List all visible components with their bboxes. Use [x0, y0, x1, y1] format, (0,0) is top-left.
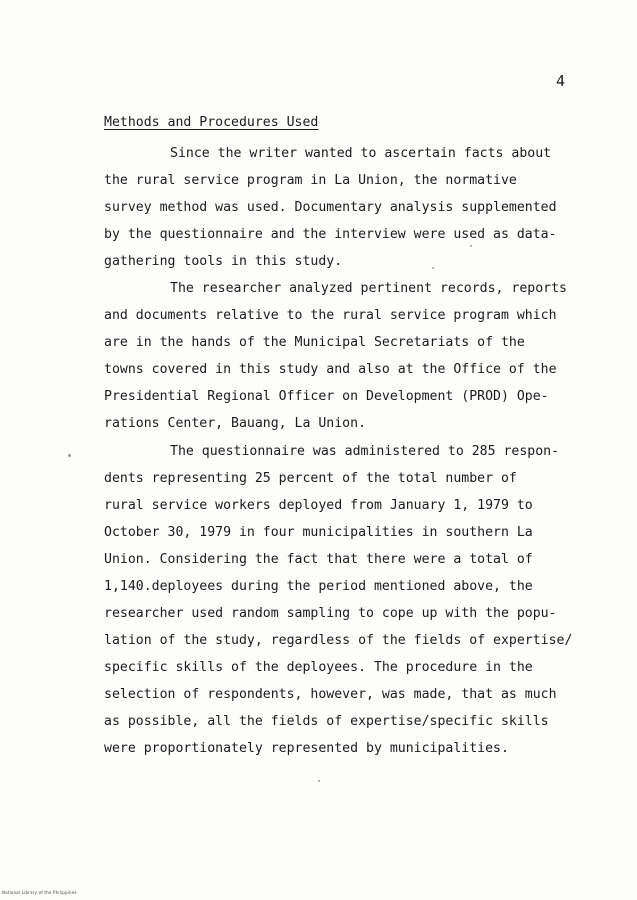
paragraph-3-line-6: 1,140.deployees during the period mentioned above, the	[104, 578, 533, 594]
scan-speck	[432, 267, 434, 269]
paragraph-1-line-2: the rural service program in La Union, the normative	[104, 173, 517, 189]
paragraph-3-line-9: specific skills of the deployees. The procedure in the	[104, 659, 533, 675]
paragraph-3-line-8: lation of the study, regardless of the fields of expertise/	[104, 632, 573, 648]
paragraph-1-line-5: gathering tools in this study.	[104, 254, 343, 270]
paragraph-3-line-5: Union. Considering the fact that there were a total of	[104, 551, 533, 567]
body-text	[104, 140, 574, 762]
paragraph-2-line-2: and documents relative to the rural service program which	[104, 308, 557, 324]
scan-speck	[68, 454, 71, 457]
paragraph-3-line-2: dents representing 25 percent of the total number of	[104, 470, 517, 486]
paragraph-1-line-1: Since the writer wanted to ascertain facts about	[170, 146, 552, 161]
scan-speck	[470, 245, 472, 247]
archive-footer: National Library of the Philippines	[2, 890, 77, 895]
paragraph-2-line-4: towns covered in this study and also at the Office of the	[104, 362, 557, 378]
paragraph-2-line-5: Presidential Regional Officer on Development (PROD) Ope-	[104, 389, 549, 405]
paragraph-3-line-1: The questionnaire was administered to 285 respon-	[170, 443, 560, 459]
paragraph-3-line-3: rural service workers deployed from January 1, 1979 to	[104, 497, 533, 513]
paragraph-1-line-4: by the questionnaire and the interview were used as data-	[104, 227, 557, 243]
paragraph-3-line-10: selection of respondents, however, was made, that as much	[104, 686, 557, 702]
paragraph-2-line-1: The researcher analyzed pertinent records, reports	[170, 281, 567, 297]
page-number: 4	[556, 72, 567, 90]
paragraph-2-line-6: rations Center, Bauang, La Union.	[104, 416, 367, 432]
scan-speck	[318, 780, 320, 782]
paragraph-1-line-3: survey method was used. Documentary analysis supplemented	[104, 200, 557, 216]
paragraph-3-line-4: October 30, 1979 in four municipalities in southern La	[104, 524, 533, 540]
paragraph-3-line-11: as possible, all the fields of expertise/specific skills	[104, 713, 549, 729]
paragraph-3-line-7: researcher used random sampling to cope up with the popu-	[104, 605, 557, 621]
section-heading: Methods and Procedures Used	[104, 115, 319, 130]
paragraph-2-line-3: are in the hands of the Municipal Secretariats of the	[104, 335, 525, 351]
paragraph-3-line-12: were proportionately represented by municipalities.	[104, 741, 509, 757]
